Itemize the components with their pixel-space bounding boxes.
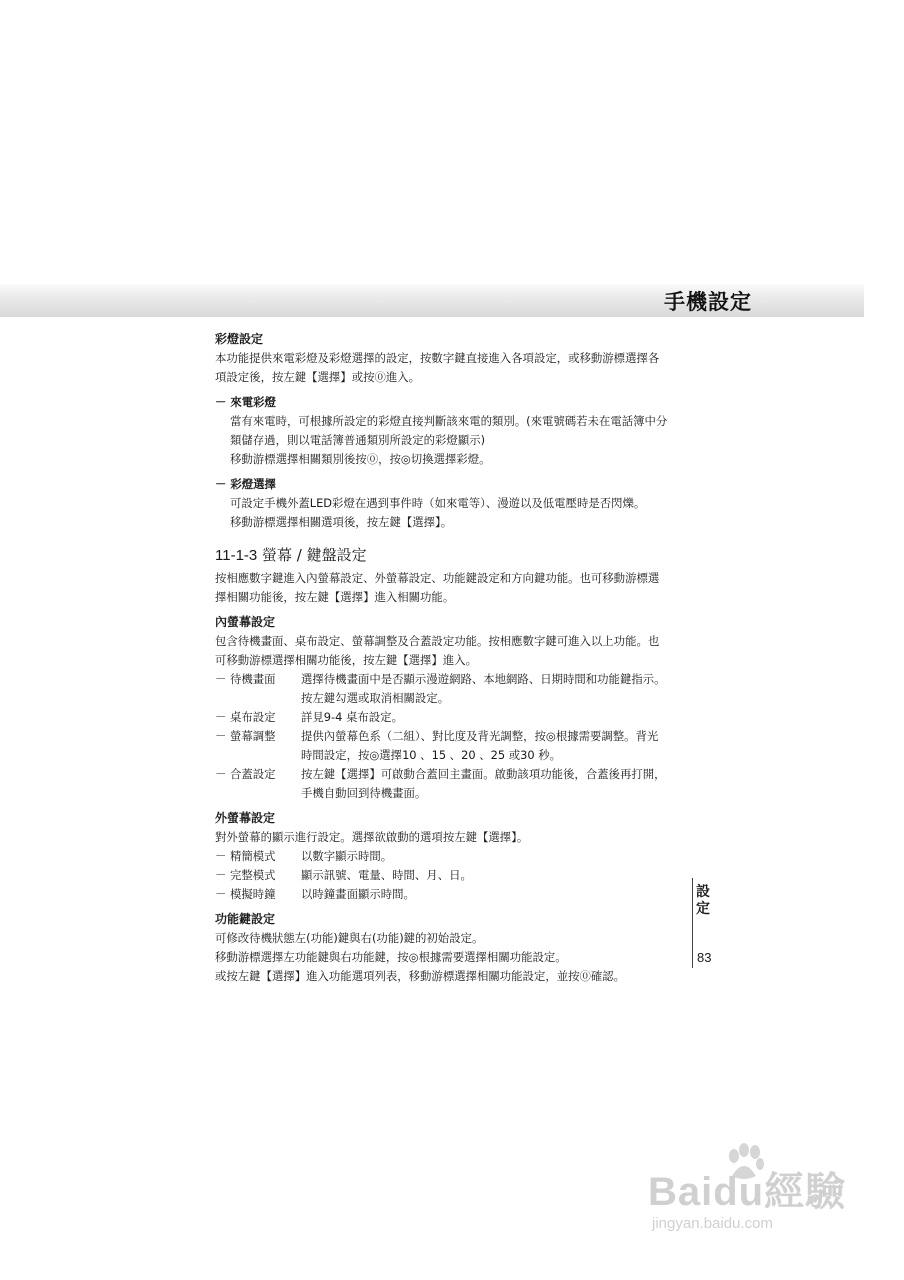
subheading-inner-screen: 內螢幕設定 [215,615,276,629]
side-chapter-tag: 設定 [696,884,710,917]
paragraph-line: 本功能提供來電彩燈及彩燈選擇的設定，按數字鍵直接進入各項設定，或移動游標選擇各 [215,351,660,365]
item-text: 按左鍵勾選或取消相關設定。 [301,691,450,705]
watermark [648,1160,846,1232]
item-label: － 螢幕調整 [215,729,276,743]
paragraph-line: 包含待機畫面、桌布設定、螢幕調整及合蓋設定功能。按相應數字鍵可進入以上功能。也 [215,634,660,648]
document-body [215,330,685,986]
paragraph-line: 按相應數字鍵進入內螢幕設定、外螢幕設定、功能鍵設定和方向鍵功能。也可移動游標選 [215,571,660,585]
side-divider [692,878,693,968]
page-title: 手機設定 [664,290,752,314]
item-text: 顯示訊號、電量、時間、月、日。 [301,868,472,882]
item-text: 按左鍵【選擇】可啟動合蓋回主畫面。啟動該項功能後，合蓋後再打開， [301,767,666,781]
paragraph-line: 或按左鍵【選擇】進入功能選項列表，移動游標選擇相關功能設定，並按⓪確認。 [215,969,626,983]
section-number: 11-1-3 [215,547,258,564]
item-text: 選擇待機畫面中是否顯示漫遊網路、本地網路、日期時間和功能鍵指示。 [301,672,666,686]
list-item [215,708,685,727]
subheading-function-key: 功能鍵設定 [215,912,276,926]
page-number: 83 [697,950,712,965]
subheading-incoming-light: － 來電彩燈 [215,395,276,409]
list-item [215,765,685,803]
subheading-outer-screen: 外螢幕設定 [215,811,276,825]
paragraph-line: 項設定後，按左鍵【選擇】或按⓪進入。 [215,370,421,384]
item-label: － 桌布設定 [215,710,276,724]
section-title: 螢幕 / 鍵盤設定 [262,546,367,564]
item-label: － 模擬時鐘 [215,887,276,901]
watermark-logo-text: Baidu經驗 [648,1170,847,1214]
item-text: 手機自動回到待機畫面。 [301,786,427,800]
item-text: 詳見9-4 桌布設定。 [301,710,403,724]
paragraph-line: 類儲存過，則以電話簿普通類別所設定的彩燈顯示) [230,433,486,447]
item-text: 以時鐘畫面顯示時間。 [301,887,415,901]
section-heading-screen-keypad [215,546,685,565]
paragraph-line: 擇相關功能後，按左鍵【選擇】進入相關功能。 [215,590,455,604]
watermark-url: jingyan.baidu.com [652,1215,773,1232]
item-text: 提供內螢幕色系（二組）、對比度及背光調整，按◎根據需要調整。背光 [301,729,659,743]
list-item [215,727,685,765]
list-item [215,866,685,885]
item-label: － 待機畫面 [215,672,276,686]
paragraph-line: 可設定手機外蓋LED彩燈在遇到事件時（如來電等）、漫遊以及低電壓時是否閃爍。 [230,496,646,510]
item-label: － 合蓋設定 [215,767,276,781]
paragraph-line: 當有來電時，可根據所設定的彩燈直接判斷該來電的類別。(來電號碼若未在電話簿中分 [230,414,668,428]
section-heading-light-settings: 彩燈設定 [215,332,264,346]
paragraph-line: 移動游標選擇相關類別後按⓪，按◎切換選擇彩燈。 [230,452,491,466]
paragraph-line: 對外螢幕的顯示進行設定。選擇欲啟動的選項按左鍵【選擇】。 [215,830,529,844]
list-item [215,885,685,904]
item-label: － 完整模式 [215,868,276,882]
paragraph-line: 可移動游標選擇相關功能後，按左鍵【選擇】進入。 [215,653,477,667]
item-text: 時間設定，按◎選擇10 、15 、20 、25 或30 秒。 [301,748,561,762]
item-label: － 精簡模式 [215,849,276,863]
list-item [215,847,685,866]
paragraph-line: 移動游標選擇相關選項後，按左鍵【選擇】。 [230,515,453,529]
paragraph-line: 移動游標選擇左功能鍵與右功能鍵，按◎根據需要選擇相關功能設定。 [215,950,567,964]
item-text: 以數字顯示時間。 [301,849,393,863]
subheading-light-select: － 彩燈選擇 [215,477,276,491]
list-item [215,670,685,708]
paragraph-line: 可修改待機狀態左(功能)鍵與右(功能)鍵的初始設定。 [215,931,484,945]
